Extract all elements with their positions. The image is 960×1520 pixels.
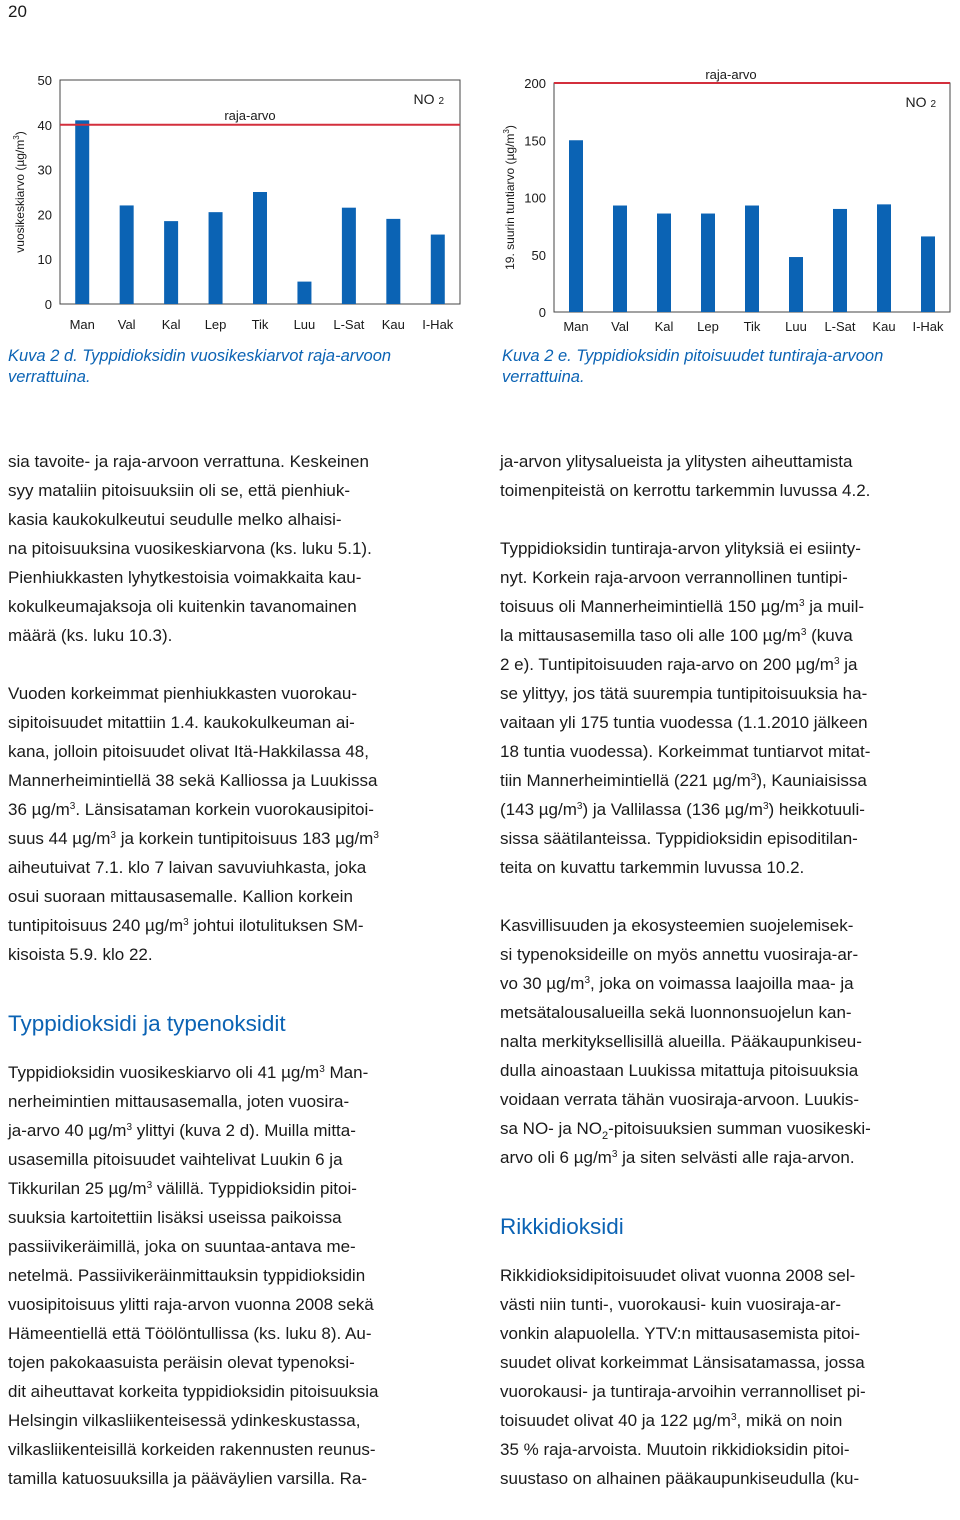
left-column [8, 447, 478, 1493]
text-line: nyt. Korkein raja-arvoon verrannollinen tuntipi- [500, 568, 848, 587]
y-tick-label: 200 [524, 76, 546, 91]
text-line: usasemilla pitoisuudet vaihtelivat Luukin 6 ja [8, 1150, 343, 1169]
text-line: sa NO- ja $NO_2$-pitoisuuksien summan vuosikeski- [500, 1119, 871, 1142]
bar-i-hak [921, 236, 935, 312]
bar-kal [164, 221, 178, 304]
text-line: 18 tuntia vuodessa). Korkeimmat tuntiarvot mitat- [500, 742, 871, 761]
y-axis-label: 19. suurin tuntiarvo $(\mu g/m^3)$ [502, 125, 517, 270]
text-line: Helsingin vilkasliikenteisessä ydinkeskustassa, [8, 1411, 361, 1430]
bar-kal [657, 214, 671, 312]
text-line: vonkin alapuolella. YTV:n mittausasemista pitoi- [500, 1324, 861, 1343]
text-line: Typpidioksidin vuosikeskiarvo oli 41 $\mu g/m^3$ Man- [8, 1063, 369, 1082]
x-tick-label: Tik [743, 319, 761, 334]
x-tick-label: L-Sat [824, 319, 856, 334]
text-line: Rikkidioksidipitoisuudet olivat vuonna 2008 sel- [500, 1266, 856, 1285]
text-line: tuntipitoisuus 240 $\mu g/m^3$ johtui ilotulituksen SM- [8, 916, 364, 935]
text-line: Kasvillisuuden ja ekosysteemien suojelemisek- [500, 916, 854, 935]
bar-kau [877, 204, 891, 312]
text-line: syy mataliin pitoisuuksiin oli se, että pienhiuk- [8, 481, 351, 500]
text-line: vuosipitoisuus ylitti raja-arvon vuonna 2008 sekä [8, 1295, 374, 1314]
x-tick-label: Lep [697, 319, 719, 334]
x-tick-label: L-Sat [333, 317, 365, 332]
text-line: västi niin tunti-, vuorokausi- kuin vuosiraja-ar- [500, 1295, 842, 1314]
text-line: voidaan verrata tähän vuosiraja-arvoon. Luukis- [500, 1090, 860, 1109]
text-line: tiin Mannerheimintiellä (221 $\mu g/m^3$), Kauniaisissa [500, 771, 867, 790]
bar-lep [209, 212, 223, 304]
figure-caption-2e [502, 346, 952, 388]
text-line: osui suoraan mittausasemalle. Kallion korkein [8, 887, 353, 906]
text-line: tamilla katuosuuksilla ja pääväylien varsilla. Ra- [8, 1469, 368, 1488]
text-line: ja-arvo 40 $\mu g/m^3$ ylittyi (kuva 2 d). Muilla mittа- [8, 1121, 356, 1140]
bar-man [75, 120, 89, 304]
text-line: Typpidioksidin tuntiraja-arvon ylityksiä ei esiinty- [500, 539, 861, 558]
text-line: la mittausasemilla taso oli alle 100 $\mu g/m^3$ (kuva [500, 626, 853, 645]
x-tick-label: Kau [872, 319, 896, 334]
text-line: kokulkeumajaksoja oli kuitenkin tavanomainen [8, 597, 357, 616]
x-tick-label: I-Hak [422, 317, 454, 332]
text-line: aiheutuivat 7.1. klo 7 laivan savuviuhkasta, joka [8, 858, 367, 877]
text-line: Hämeentiellä että Töölöntullissa (ks. luku 8). Au- [8, 1324, 372, 1343]
text-line: 36 $\mu g/m^3$. Länsisataman korkein vuorokausipitoi- [8, 800, 374, 819]
chart-annual-mean [0, 60, 470, 345]
text-line: suudet olivat korkeimmat Länsisatamassa, jossa [500, 1353, 865, 1372]
section-heading-sulphur-dioxide: Rikkidioksidi [500, 1214, 624, 1239]
bar-i-hak [431, 235, 445, 304]
y-tick-label: 0 [538, 305, 546, 320]
y-tick-label: 150 [524, 133, 546, 149]
caption-line: Kuva 2 d. Typpidioksidin vuosikeskiarvot raja-arvoon [8, 347, 392, 365]
bar-l-sat [342, 208, 356, 304]
x-tick-label: Luu [293, 317, 316, 332]
bar-luu [789, 257, 803, 312]
bar-kau [386, 219, 400, 304]
paragraph [8, 1058, 478, 1493]
text-line: kana, jolloin pitoisuudet olivat Itä-Hakkilassa 48, [8, 742, 369, 761]
x-tick-label: Val [117, 317, 136, 332]
text-line: toisuus oli Mannerheimintiellä 150 $\mu g/m^3$ ja muil- [500, 597, 865, 616]
caption-line: verrattuina. [8, 368, 91, 386]
text-line: nerheimintien mittausasemalla, joten vuosira- [8, 1092, 350, 1111]
page-number: 20 [8, 2, 27, 21]
bar-man [569, 140, 583, 312]
text-line: kasia kaukokulkeutui seudulle melko alhaisi- [8, 510, 342, 529]
pollutant-label: NO 2 [413, 91, 444, 107]
right-column [500, 447, 955, 1493]
text-line: tojen pakokaasuista peräisin olevat typenoksi- [8, 1353, 355, 1372]
section-heading-nitrogen-dioxide: Typpidioksidi ja typenoksidit [8, 1011, 286, 1036]
chart-hourly-value [490, 60, 960, 345]
text-line: dit aiheuttavat korkeita typpidioksidin pitoisuuksia [8, 1382, 379, 1401]
bar-luu [297, 282, 311, 304]
text-line: ja-arvon ylitysalueista ja ylitysten aiheuttamista [500, 452, 853, 471]
text-line: metsätalousalueilla sekä luonnonsuojelun kan- [500, 1003, 852, 1022]
text-line: vilkasliikenteisillä korkeiden rakennusten reunus- [8, 1440, 376, 1459]
bar-val [613, 206, 627, 312]
text-line: sipitoisuudet mitattiin 1.4. kaukokulkeuman ai- [8, 713, 355, 732]
text-line: sia tavoite- ja raja-arvoon verrattuna. Keskeinen [8, 452, 369, 471]
y-tick-label: 0 [44, 297, 52, 312]
y-tick-label: 50 [531, 247, 546, 263]
caption-line: verrattuina. [502, 368, 585, 386]
x-tick-label: Kal [161, 317, 181, 332]
paragraph [500, 911, 955, 1172]
text-line: vaitaan yli 175 tuntia vuodessa (1.1.2010 jälkeen [500, 713, 868, 732]
text-line: suuksia kartoitettiin lisäksi useissa paikoissa [8, 1208, 342, 1227]
text-line: nalta merkityksellisillä alueilla. Pääkaupunkiseu- [500, 1032, 862, 1051]
text-line: Pienhiukkasten lyhytkestoisia voimakkaita kau- [8, 568, 362, 587]
bar-lep [701, 214, 715, 312]
figure-caption-2d [8, 346, 478, 388]
y-tick-label: 40 [37, 117, 52, 133]
text-line: määrä (ks. luku 10.3). [8, 626, 173, 645]
text-line: arvo oli 6 $\mu g/m^3$ ja siten selvästi alle raja-arvon. [500, 1148, 855, 1167]
text-line: kisoista 5.9. klo 22. [8, 945, 153, 964]
x-tick-label: I-Hak [912, 319, 944, 334]
bar-l-sat [833, 209, 847, 312]
text-line: na pitoisuuksina vuosikeskiarvona (ks. luku 5.1). [8, 539, 372, 558]
text-line: netelmä. Passiivikeräinmittauksin typpidioksidin [8, 1266, 366, 1285]
text-line: Mannerheimintiellä 38 sekä Kalliossa ja Luukissa [8, 771, 378, 790]
paragraph [8, 679, 478, 969]
text-line: Vuoden korkeimmat pienhiukkasten vuorokau- [8, 684, 358, 703]
text-line: 2 e). Tuntipitoisuuden raja-arvo on 200 $\mu g/m^3$ ja [500, 655, 858, 674]
text-line: passiivikeräimillä, joka on suuntaa-antava me- [8, 1237, 356, 1256]
text-line: dulla ainoastaan Luukissa mitattuja pitoisuuksia [500, 1061, 859, 1080]
paragraph [500, 534, 955, 882]
y-tick-label: 100 [524, 190, 546, 206]
paragraph [500, 1261, 955, 1493]
y-axis-label: vuosikeskiarvo $(\mu g/m^3)$ [12, 131, 27, 253]
limit-value-label: raja-arvo [705, 67, 757, 82]
text-line: 35 % raja-arvoista. Muutoin rikkidioksidin pitoi- [500, 1440, 850, 1459]
paragraph [8, 447, 478, 650]
bar-val [120, 205, 134, 304]
limit-value-label: raja-arvo [224, 108, 276, 123]
x-tick-label: Man [563, 319, 589, 334]
text-line: teita on kuvattu tarkemmin luvussa 10.2. [500, 858, 805, 877]
x-tick-label: Tik [251, 317, 269, 332]
x-tick-label: Val [611, 319, 629, 334]
text-line: Tikkurilan 25 $\mu g/m^3$ välillä. Typpidioksidin pitoi- [8, 1179, 357, 1198]
text-line: se ylittyy, jos tätä suurempia tuntipitoisuuksia ha- [500, 684, 868, 703]
chart-hourly-value-svg [490, 60, 960, 340]
text-line: vo 30 $\mu g/m^3$, joka on voimassa laajoilla maa- ja [500, 974, 854, 993]
text-line: sissa säätilanteissa. Typpidioksidin episoditilan- [500, 829, 858, 848]
text-line: vuorokausi- ja tuntiraja-arvoihin verrannolliset pi- [500, 1382, 866, 1401]
y-tick-label: 30 [37, 162, 52, 178]
pollutant-label: NO 2 [905, 94, 936, 110]
x-tick-label: Kau [381, 317, 405, 332]
text-line: toisuudet olivat 40 ja 122 $\mu g/m^3$, mikä on noin [500, 1411, 843, 1430]
x-tick-label: Man [69, 317, 95, 332]
x-tick-label: Kal [654, 319, 674, 334]
bar-tik [745, 206, 759, 312]
text-line: suus 44 $\mu g/m^3$ ja korkein tuntipitoisuus 183 $\mu g/m^3$ [8, 829, 379, 848]
caption-line: Kuva 2 e. Typpidioksidin pitoisuudet tuntiraja-arvoon [502, 347, 884, 365]
y-tick-label: 20 [37, 207, 52, 223]
x-tick-label: Luu [785, 319, 807, 334]
bar-tik [253, 192, 267, 304]
text-line: suustaso on alhainen pääkaupunkiseudulla (ku- [500, 1469, 860, 1488]
text-line: si typenoksideille on myös annettu vuosiraja-ar- [500, 945, 859, 964]
paragraph [500, 447, 955, 505]
y-tick-label: 10 [37, 252, 52, 268]
x-tick-label: Lep [204, 317, 227, 332]
text-line: (143 $\mu g/m^3$) ja Vallilassa (136 $\mu g/m^3$) heikkotuuli- [500, 800, 865, 819]
chart-annual-mean-svg [0, 60, 470, 340]
y-tick-label: 50 [37, 73, 52, 88]
text-line: toimenpiteistä on kerrottu tarkemmin luvussa 4.2. [500, 481, 871, 500]
